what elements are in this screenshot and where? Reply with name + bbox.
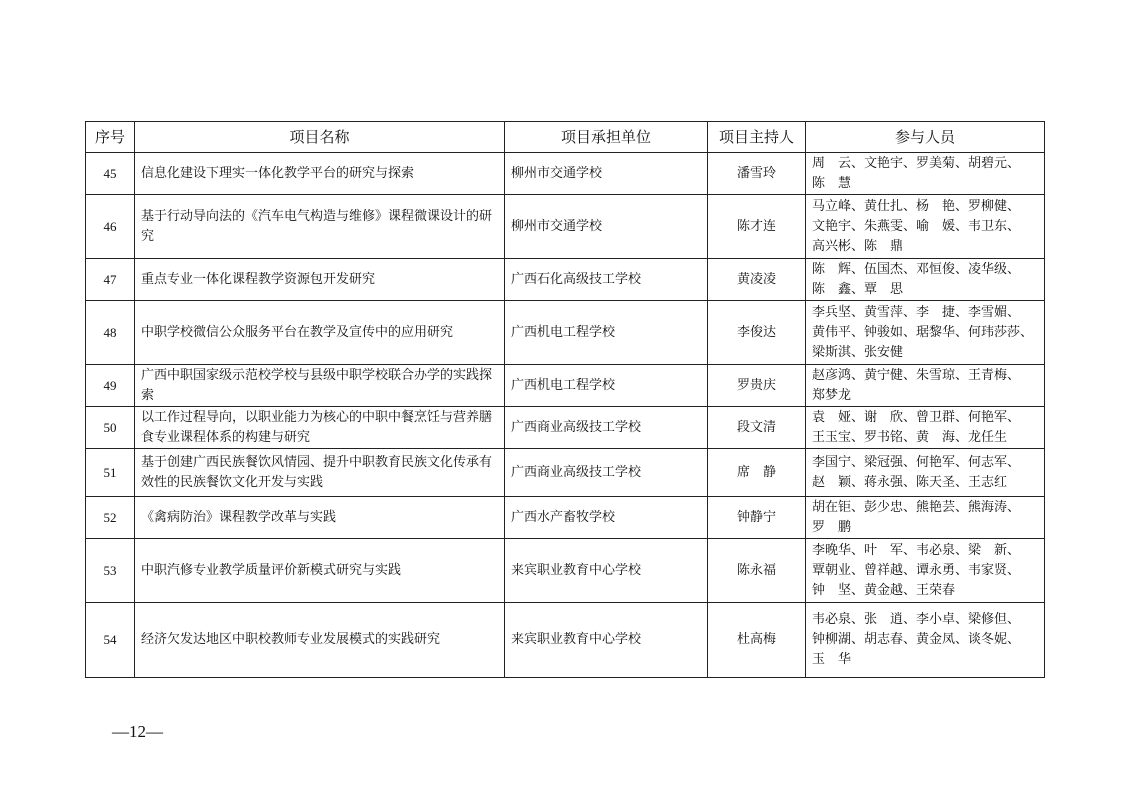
member-line: 胡在钜、彭少忠、熊艳芸、熊海涛、	[812, 499, 1021, 515]
member-line: 周 云、文艳宇、罗美菊、胡碧元、	[812, 155, 1021, 171]
project-name: 重点专业一体化课程教学资源包开发研究	[135, 259, 505, 301]
page-number: —12—	[112, 722, 163, 741]
project-members	[806, 449, 1045, 497]
project-leader: 杜高梅	[708, 603, 806, 678]
project-name: 基于创建广西民族餐饮风情园、提升中职教育民族文化传承有效性的民族餐饮文化开发与实践	[135, 449, 505, 497]
project-leader: 黄凌凌	[708, 259, 806, 301]
member-line: 王玉宝、罗书铭、黄 海、龙任生	[812, 429, 1008, 445]
project-name: 信息化建设下理实一体化教学平台的研究与探索	[135, 153, 505, 195]
member-line: 高兴彬、陈 鼎	[812, 238, 904, 254]
member-line: 陈 辉、伍国杰、邓恒俊、凌华级、	[812, 261, 1021, 277]
project-members	[806, 407, 1045, 449]
project-members	[806, 195, 1045, 259]
member-line: 赵 颖、蒋永强、陈天圣、王志红	[812, 474, 1008, 490]
table-row	[86, 195, 1045, 259]
project-unit: 柳州市交通学校	[505, 195, 708, 259]
header-seq: 序号	[86, 122, 135, 153]
member-line: 袁 娅、谢 欣、曾卫群、何艳军、	[812, 409, 1021, 425]
project-leader: 段文清	[708, 407, 806, 449]
table-row	[86, 301, 1045, 365]
project-members	[806, 365, 1045, 407]
project-unit: 广西商业高级技工学校	[505, 407, 708, 449]
project-leader: 陈永福	[708, 539, 806, 603]
row-number: 50	[86, 407, 135, 449]
project-unit: 广西机电工程学校	[505, 365, 708, 407]
member-line: 钟柳湖、胡志春、黄金凤、谈冬妮、	[812, 632, 1021, 647]
header-leader: 项目主持人	[708, 122, 806, 153]
member-line: 文艳宇、朱燕雯、喻 媛、韦卫东、	[812, 218, 1021, 234]
project-unit: 来宾职业教育中心学校	[505, 603, 708, 678]
project-leader: 罗贵庆	[708, 365, 806, 407]
member-line: 郑梦龙	[812, 387, 852, 403]
member-line: 罗 鹏	[812, 519, 852, 535]
table-row	[86, 497, 1045, 539]
member-line: 梁斯淇、张安健	[812, 344, 904, 360]
project-unit: 广西水产畜牧学校	[505, 497, 708, 539]
table-row	[86, 365, 1045, 407]
row-number: 46	[86, 195, 135, 259]
row-number: 45	[86, 153, 135, 195]
project-leader: 潘雪玲	[708, 153, 806, 195]
project-unit: 广西石化高级技工学校	[505, 259, 708, 301]
member-line: 赵彦鸿、黄宁健、朱雪琼、王青梅、	[812, 367, 1021, 383]
project-unit: 广西商业高级技工学校	[505, 449, 708, 497]
project-members	[806, 153, 1045, 195]
project-name: 《禽病防治》课程教学改革与实践	[135, 497, 505, 539]
project-members	[806, 603, 1045, 678]
project-members	[806, 539, 1045, 603]
row-number: 48	[86, 301, 135, 365]
table-row	[86, 449, 1045, 497]
member-line: 李兵坚、黄雪萍、李 捷、李雪媚、	[812, 304, 1021, 320]
row-number: 49	[86, 365, 135, 407]
project-unit: 广西机电工程学校	[505, 301, 708, 365]
project-leader: 钟静宁	[708, 497, 806, 539]
member-line: 李晚华、叶 军、韦必泉、梁 新、	[812, 542, 1021, 558]
member-line: 李国宁、梁冠强、何艳军、何志军、	[812, 454, 1021, 470]
project-members	[806, 301, 1045, 365]
project-table	[85, 121, 1045, 678]
header-project-name: 项目名称	[135, 122, 505, 153]
table-header-row	[86, 122, 1045, 153]
header-members: 参与人员	[806, 122, 1045, 153]
row-number: 53	[86, 539, 135, 603]
member-line: 钟 坚、黄金越、王荣春	[812, 582, 956, 598]
project-name: 广西中职国家级示范校学校与县级中职学校联合办学的实践探索	[135, 365, 505, 407]
table-row	[86, 407, 1045, 449]
project-name: 中职学校微信公众服务平台在教学及宣传中的应用研究	[135, 301, 505, 365]
project-name: 中职汽修专业教学质量评价新模式研究与实践	[135, 539, 505, 603]
row-number: 54	[86, 603, 135, 678]
project-name: 经济欠发达地区中职校教师专业发展模式的实践研究	[135, 603, 505, 678]
member-line: 黄伟平、钟骏如、琚黎华、何玮莎莎、	[812, 324, 1034, 340]
table-row	[86, 539, 1045, 603]
project-leader: 席 静	[708, 449, 806, 497]
member-line: 韦必泉、张 逍、李小卓、梁修但、	[812, 612, 1021, 627]
member-line: 覃朝业、曾祥越、谭永勇、韦家贤、	[812, 562, 1021, 578]
member-line: 陈 慧	[812, 175, 852, 191]
row-number: 52	[86, 497, 135, 539]
project-leader: 陈才连	[708, 195, 806, 259]
project-name: 以工作过程导向，以职业能力为核心的中职中餐烹饪与营养膳食专业课程体系的构建与研究	[135, 407, 505, 449]
row-number: 51	[86, 449, 135, 497]
row-number: 47	[86, 259, 135, 301]
member-line: 玉 华	[812, 652, 852, 667]
project-name: 基于行动导向法的《汽车电气构造与维修》课程微课设计的研究	[135, 195, 505, 259]
member-line: 陈 鑫、覃 思	[812, 281, 904, 297]
table-row	[86, 259, 1045, 301]
header-unit: 项目承担单位	[505, 122, 708, 153]
project-members	[806, 497, 1045, 539]
table-row	[86, 603, 1045, 678]
project-unit: 柳州市交通学校	[505, 153, 708, 195]
project-leader: 李俊达	[708, 301, 806, 365]
project-members	[806, 259, 1045, 301]
member-line: 马立峰、黄仕扎、杨 艳、罗柳健、	[812, 198, 1021, 214]
project-unit: 来宾职业教育中心学校	[505, 539, 708, 603]
table-row	[86, 153, 1045, 195]
